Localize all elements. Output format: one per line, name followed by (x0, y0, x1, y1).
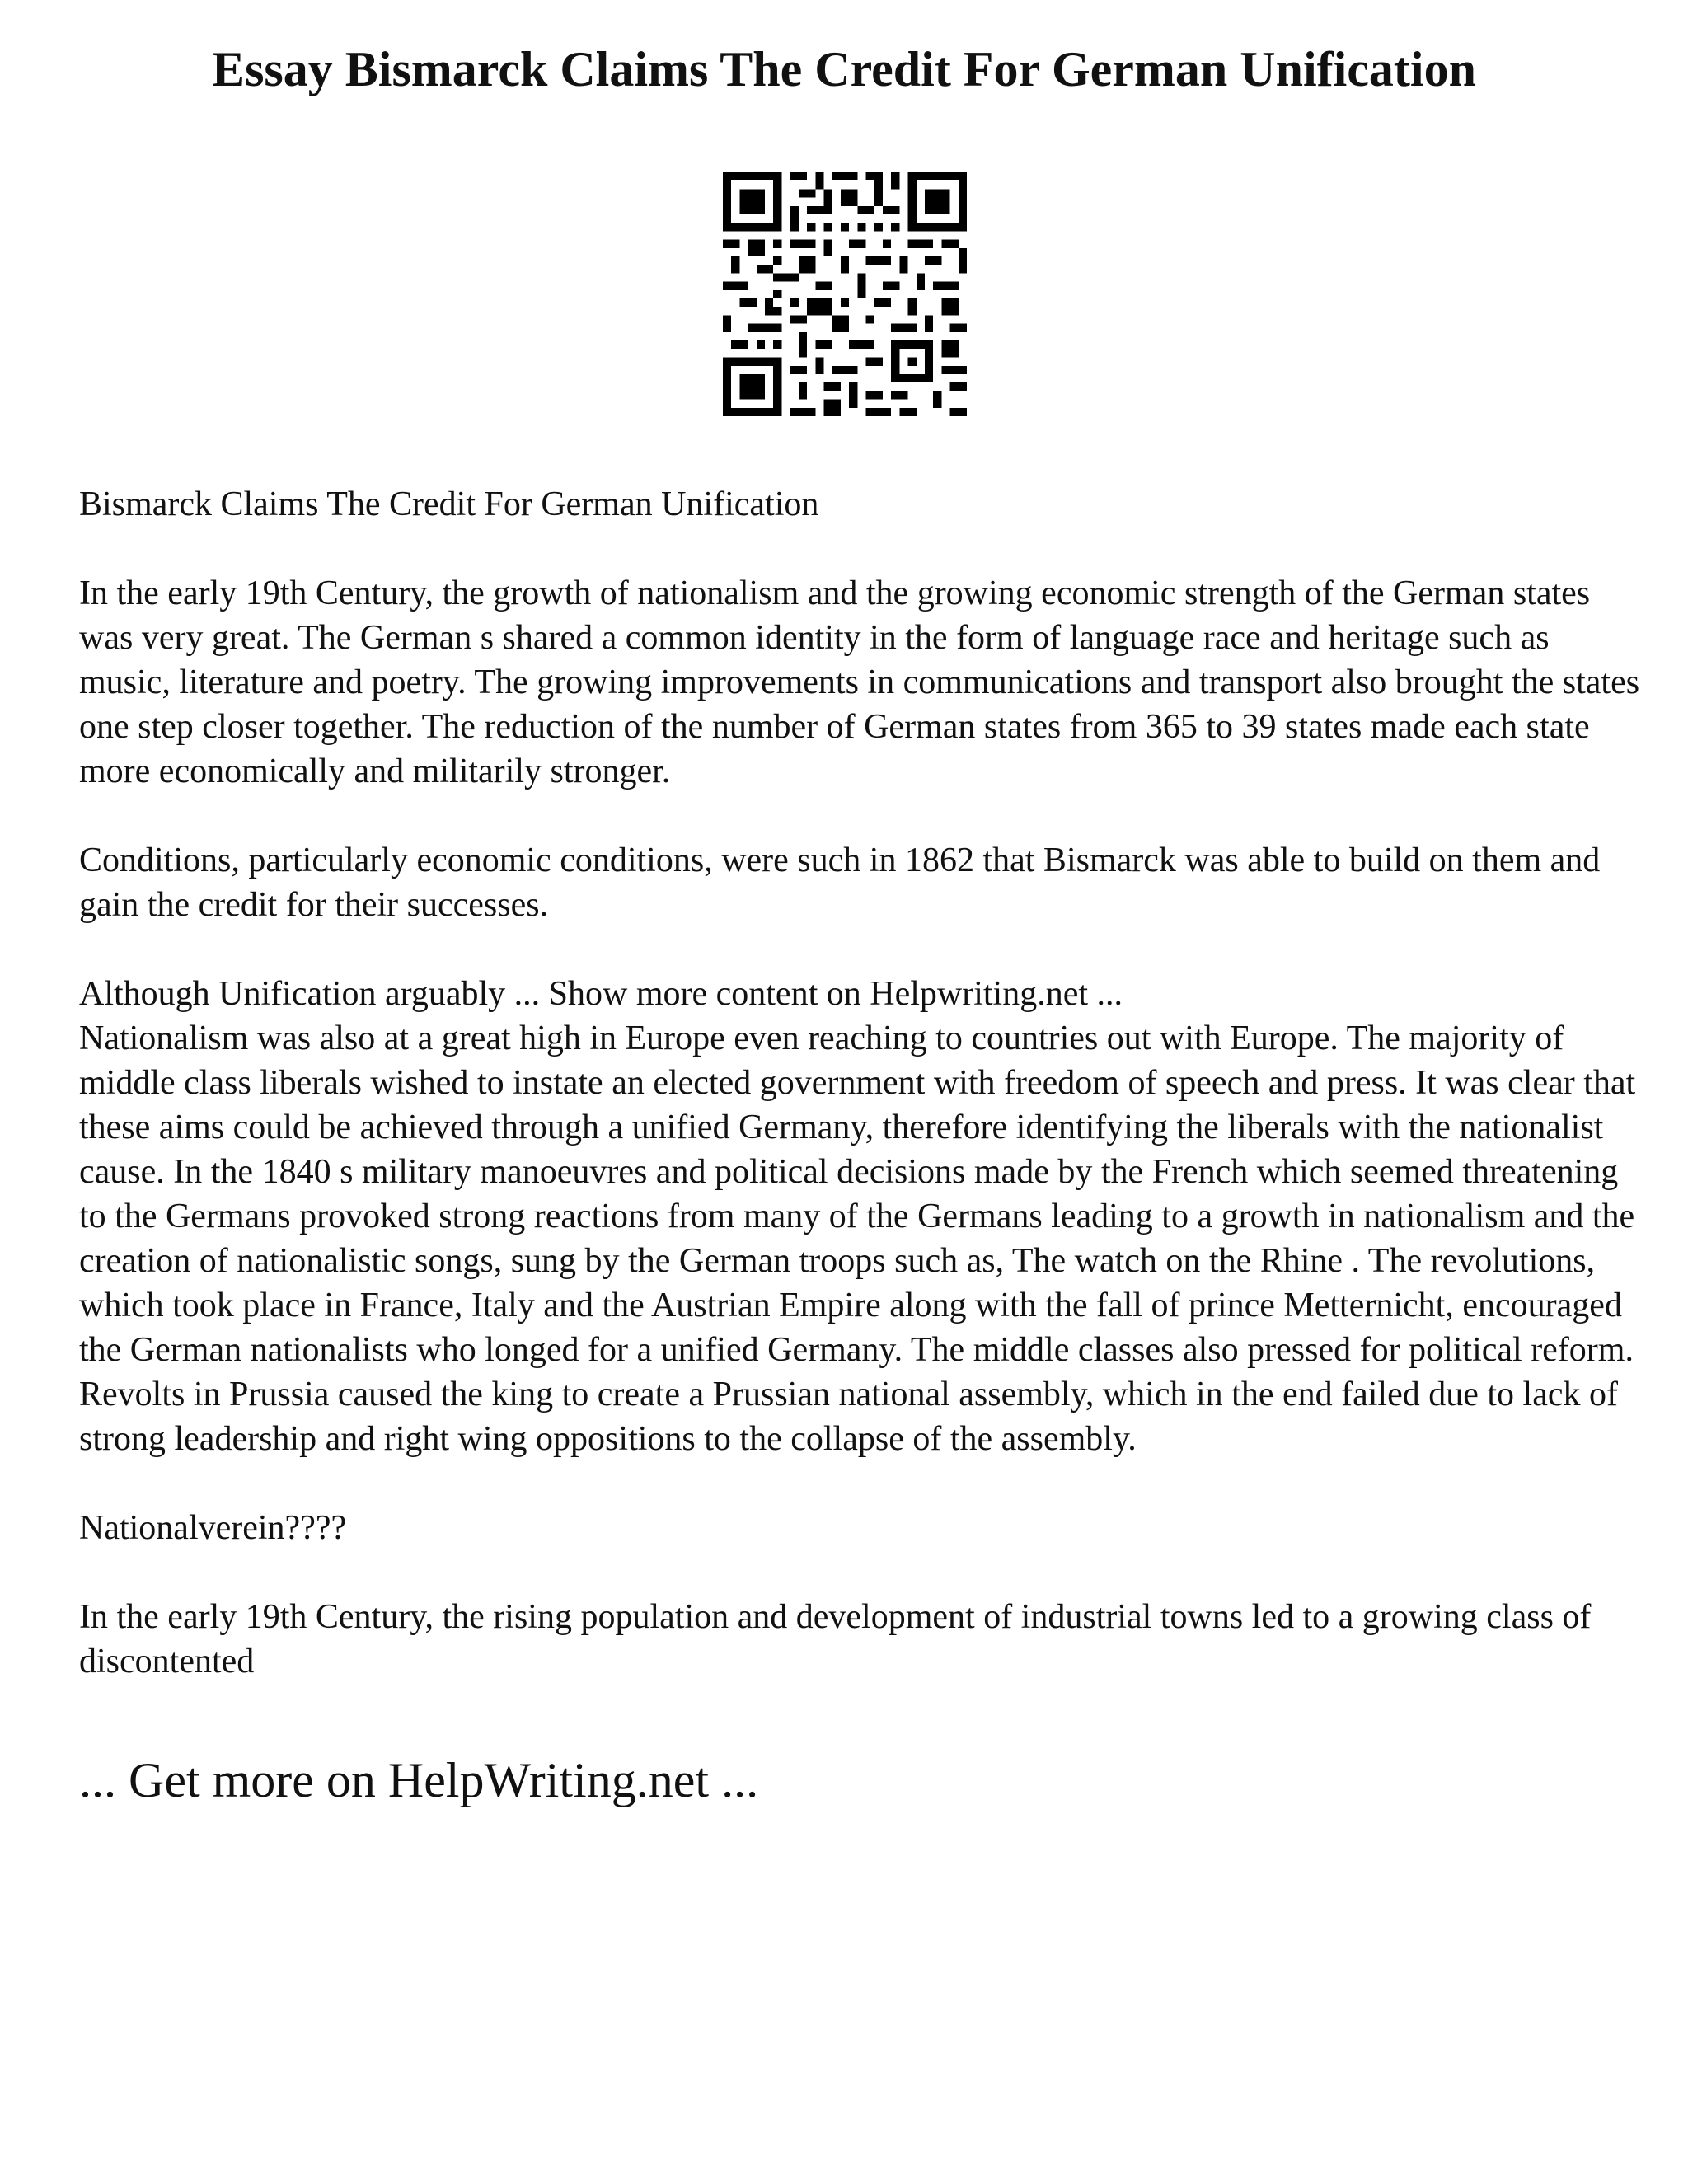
qr-code-icon (723, 172, 967, 416)
essay-body (79, 482, 1645, 1684)
paragraph: Conditions, particularly economic conditions, were such in 1862 that Bismarck was able to build on them and gain the credit for their successes. (79, 841, 1601, 924)
paragraph: Nationalverein???? (79, 1509, 347, 1547)
document-title: Essay Bismarck Claims The Credit For German Unification (212, 42, 1476, 96)
paragraph: In the early 19th Century, the rising population and development of industrial towns led to a growing class of discontented (79, 1598, 1592, 1680)
show-more-line: Although Unification arguably ... Show more content on Helpwriting.net ... (79, 975, 1123, 1013)
paragraph: In the early 19th Century, the growth of nationalism and the growing economic strength of the German states was very great. The German s shared a common identity in the form of language race and heritage such as music, literature and poetry. The growing improvements in communications and transport also brought the states one step closer together. The reduction of the number of German states from 365 to 39 states made each state more economically and militarily stronger. (79, 574, 1640, 790)
essay-subtitle: Bismarck Claims The Credit For German Unification (79, 485, 819, 523)
get-more-link[interactable]: ... Get more on HelpWriting.net ... (79, 1753, 759, 1807)
paragraph: Nationalism was also at a great high in Europe even reaching to countries out with Europe. The majority of middle class liberals wished to instate an elected government with freedom of speech and press. It was clear that these aims could be achieved through a unified Germany, therefore identifying the liberals with the nationalist cause. In the 1840 s military manoeuvres and political decisions made by the French which seemed threatening to the Germans provoked strong reactions from many of the Germans leading to a growth in nationalism and the creation of nationalistic songs, sung by the German troops such as, The watch on the Rhine . The revolutions, which took place in France, Italy and the Austrian Empire along with the fall of prince Metternicht, encouraged the German nationalists who longed for a unified Germany. The middle classes also pressed for political reform. Revolts in Prussia caused the king to create a Prussian national assembly, which in the end failed due to lack of strong leadership and right wing oppositions to the collapse of the assembly. (79, 1019, 1636, 1458)
